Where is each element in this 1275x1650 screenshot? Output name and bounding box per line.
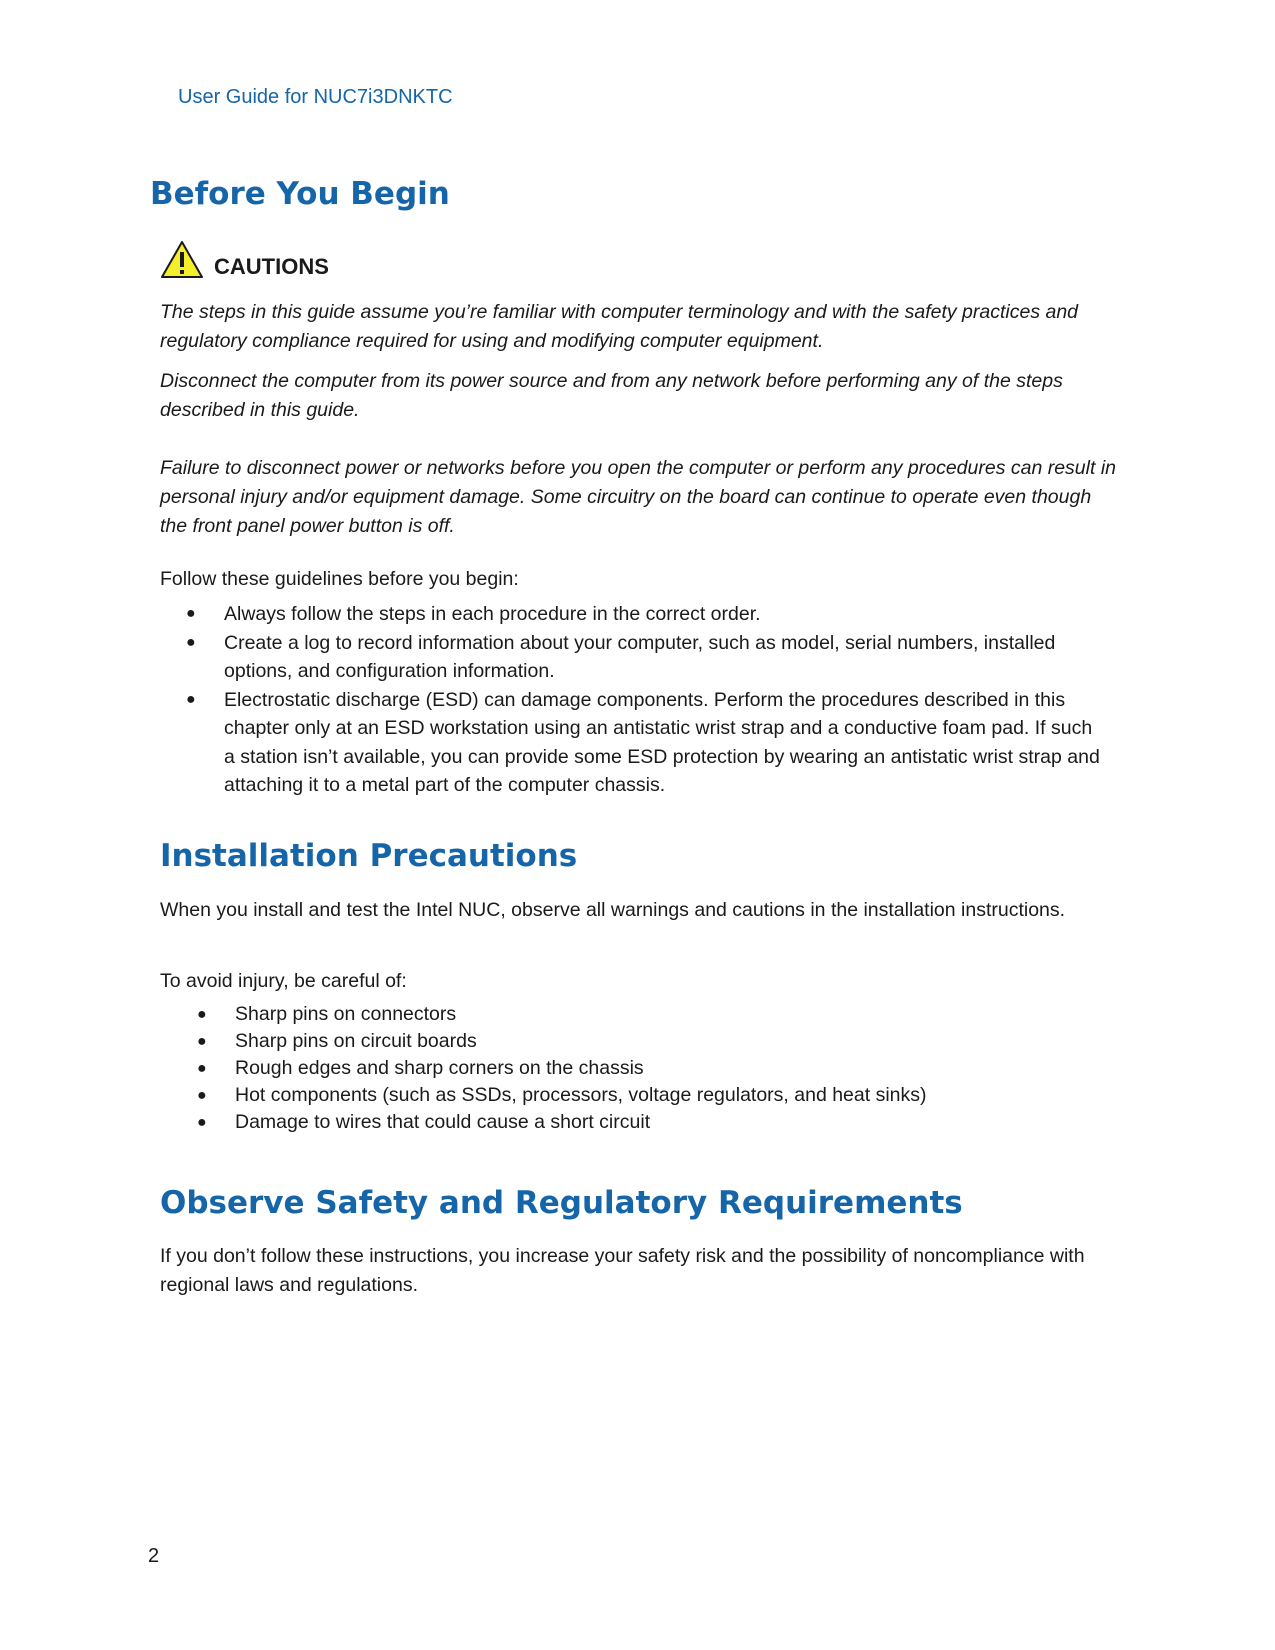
- list-item-text: Electrostatic discharge (ESD) can damage components. Perform the procedures described in this chapter only at an ESD workstation using an antistatic wrist strap and a conductive foam pad. If such a station isn’t available, you can provide some ESD protection by wearing an antistatic wrist strap and attaching it to a metal part of the computer chassis.: [224, 688, 1100, 796]
- bullet-icon: ●: [197, 1114, 207, 1131]
- list-item: [197, 1055, 1115, 1082]
- list-item: [197, 1001, 1115, 1028]
- guidelines-list: [186, 600, 1104, 800]
- list-item: [197, 1028, 1115, 1055]
- bullet-icon: ●: [186, 605, 196, 622]
- bullet-icon: ●: [197, 1060, 207, 1077]
- list-item-text: Sharp pins on circuit boards: [235, 1030, 477, 1052]
- caution-label: CAUTIONS: [214, 254, 329, 279]
- bullet-icon: ●: [186, 690, 196, 708]
- caution-paragraph: Failure to disconnect power or networks before you open the computer or perform any procedures can result in personal injury and/or equipment damage. Some circuitry on the board can continue to operate even though the front panel power button is off.: [160, 457, 1116, 537]
- page-number: 2: [148, 1545, 160, 1567]
- list-item-text: Always follow the steps in each procedure in the correct order.: [224, 603, 761, 625]
- list-item: [186, 629, 1104, 686]
- list-item-text: Sharp pins on connectors: [235, 1003, 457, 1025]
- list-item: [197, 1109, 1115, 1136]
- section-heading-installation-precautions: Installation Precautions: [160, 838, 578, 874]
- list-item-text: Damage to wires that could cause a short circuit: [235, 1111, 651, 1133]
- section-heading-observe-safety: Observe Safety and Regulatory Requirements: [160, 1185, 963, 1221]
- bullet-icon: ●: [186, 633, 196, 651]
- list-item-text: Hot components (such as SSDs, processors, voltage regulators, and heat sinks): [235, 1084, 927, 1106]
- caution-paragraph: Disconnect the computer from its power source and from any network before performing any of the steps described in this guide.: [160, 370, 1063, 421]
- caution-paragraph: The steps in this guide assume you’re familiar with computer terminology and with the safety practices and regulatory compliance required for using and modifying computer equipment.: [160, 301, 1079, 352]
- installation-intro: When you install and test the Intel NUC, observe all warnings and cautions in the installation instructions.: [160, 899, 1066, 921]
- list-item-text: Create a log to record information about your computer, such as model, serial numbers, installed options, and configuration information.: [224, 631, 1056, 682]
- list-item: [197, 1082, 1115, 1109]
- guidelines-intro: Follow these guidelines before you begin:: [160, 568, 519, 590]
- bullet-icon: ●: [197, 1006, 207, 1023]
- bullet-icon: ●: [197, 1087, 207, 1104]
- bullet-icon: ●: [197, 1033, 207, 1050]
- list-item: [186, 686, 1104, 800]
- section-heading-before-you-begin: Before You Begin: [150, 176, 450, 212]
- avoid-injury-intro: To avoid injury, be careful of:: [160, 970, 407, 992]
- list-item: [186, 600, 1104, 629]
- caution-callout: [160, 240, 329, 280]
- observe-safety-body: If you don’t follow these instructions, you increase your safety risk and the possibility of noncompliance with regional laws and regulations.: [160, 1245, 1085, 1296]
- running-header: User Guide for NUC7i3DNKTC: [178, 86, 453, 108]
- warning-triangle-icon: [160, 240, 204, 280]
- injury-hazards-list: [197, 1001, 1115, 1136]
- list-item-text: Rough edges and sharp corners on the chassis: [235, 1057, 644, 1079]
